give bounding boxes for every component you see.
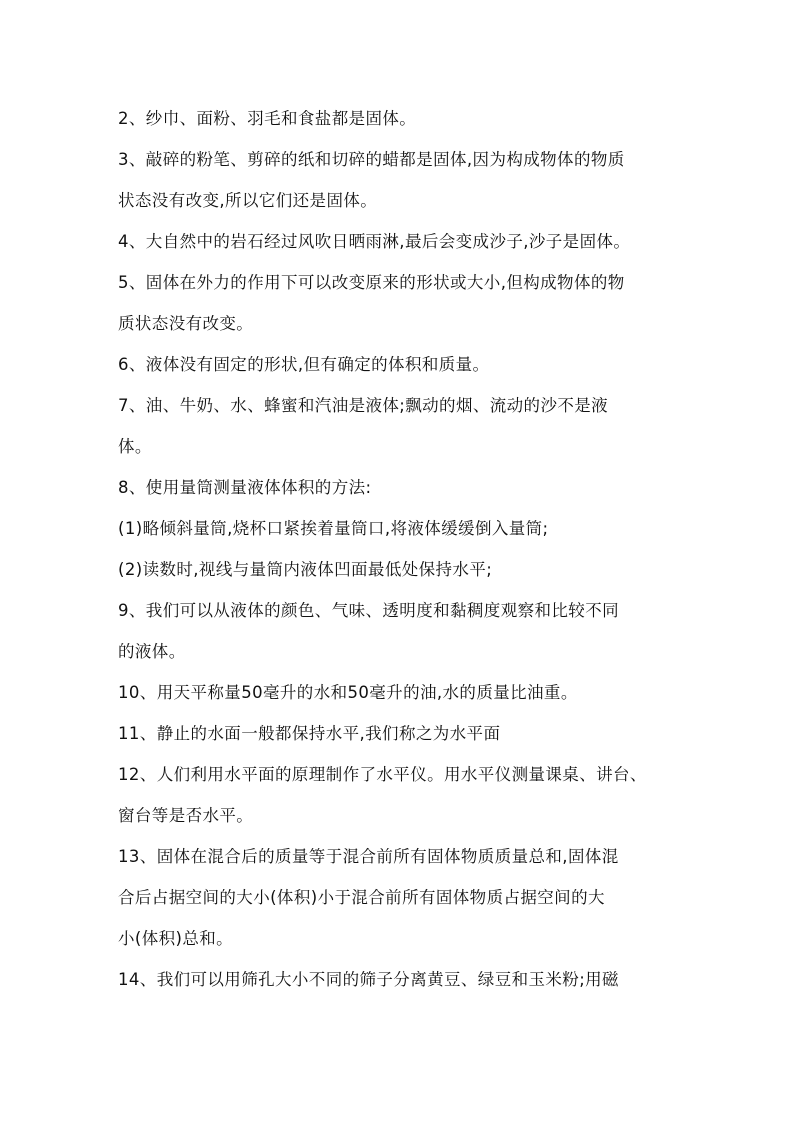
- text-line: 10、用天平称量50毫升的水和50毫升的油,水的质量比油重。: [118, 683, 578, 702]
- text-line: 2、纱巾、面粉、羽毛和食盐都是固体。: [118, 109, 417, 128]
- text-line: 4、大自然中的岩石经过风吹日晒雨淋,最后会变成沙子,沙子是固体。: [118, 232, 631, 251]
- text-line: 合后占据空间的大小(体积)小于混合前所有固体物质占据空间的大: [118, 888, 605, 907]
- text-line: 5、固体在外力的作用下可以改变原来的形状或大小,但构成物体的物: [118, 273, 625, 292]
- text-line: 质状态没有改变。: [118, 314, 254, 333]
- text-line: 6、液体没有固定的形状,但有确定的体积和质量。: [118, 355, 490, 374]
- text-line: 13、固体在混合后的质量等于混合前所有固体物质质量总和,固体混: [118, 847, 619, 866]
- document-body: [118, 98, 680, 1000]
- text-line: 窗台等是否水平。: [118, 806, 254, 825]
- text-line: 状态没有改变,所以它们还是固体。: [118, 191, 378, 210]
- text-line: 体。: [118, 437, 152, 456]
- text-line: 7、油、牛奶、水、蜂蜜和汽油是液体;飘动的烟、流动的沙不是液: [118, 396, 609, 415]
- text-line: (2)读数时,视线与量筒内液体凹面最低处保持水平;: [118, 560, 493, 579]
- text-line: 3、敲碎的粉笔、剪碎的纸和切碎的蜡都是固体,因为构成物体的物质: [118, 150, 625, 169]
- text-line: (1)略倾斜量筒,烧杯口紧挨着量筒口,将液体缓缓倒入量筒;: [118, 519, 549, 538]
- text-line: 的液体。: [118, 642, 186, 661]
- text-line: 9、我们可以从液体的颜色、气味、透明度和黏稠度观察和比较不同: [118, 601, 619, 620]
- text-line: 14、我们可以用筛孔大小不同的筛子分离黄豆、绿豆和玉米粉;用磁: [118, 970, 619, 989]
- text-line: 8、使用量筒测量液体体积的方法:: [118, 478, 372, 497]
- text-line: 11、静止的水面一般都保持水平,我们称之为水平面: [118, 724, 501, 743]
- text-line: 小(体积)总和。: [118, 929, 234, 948]
- text-line: 12、人们利用水平面的原理制作了水平仪。用水平仪测量课桌、讲台、: [118, 765, 647, 784]
